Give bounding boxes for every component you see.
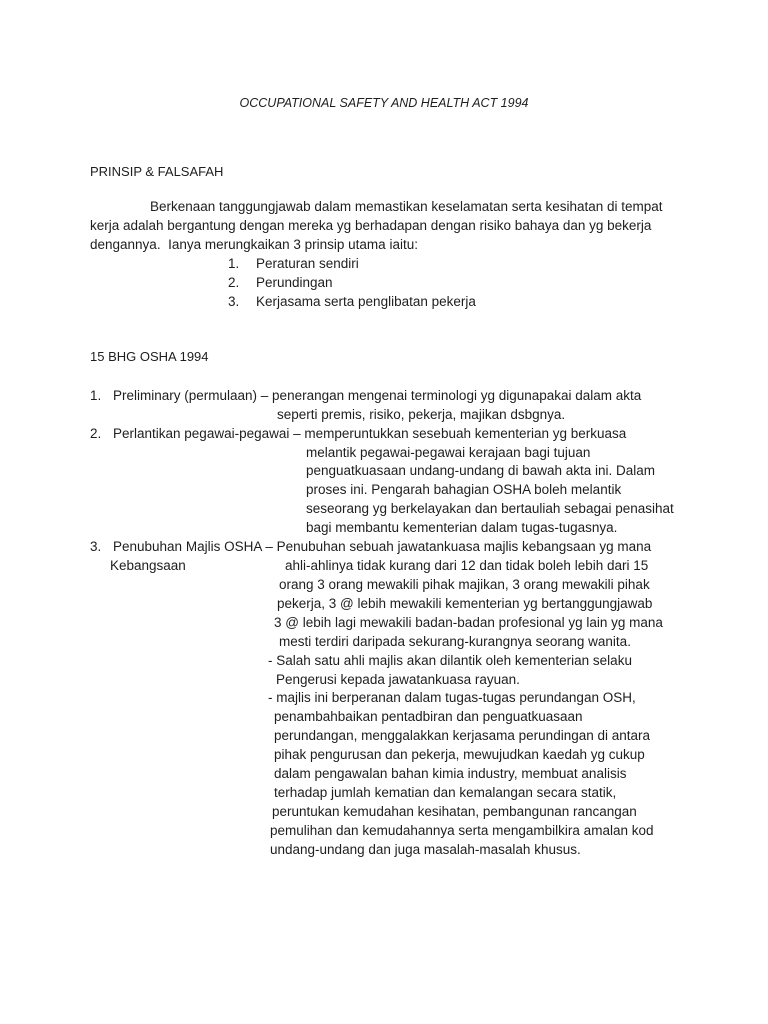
item-line: pihak pengurusan dan pekerja, mewujudkan kaedah yg cukup bbox=[274, 747, 645, 762]
item-line: peruntukan kemudahan kesihatan, pembangunan rancangan bbox=[272, 804, 637, 819]
item-line: terhadap jumlah kematian dan kemalangan secara statik, bbox=[274, 785, 617, 800]
principle-text: Peraturan sendiri bbox=[256, 256, 359, 271]
item-line: - Salah satu ahli majlis akan dilantik oleh kementerian selaku bbox=[268, 653, 632, 668]
item-line: Preliminary (permulaan) – penerangan mengenai terminologi yg digunapakai dalam akta bbox=[113, 388, 642, 403]
item-label-continuation: Kebangsaan bbox=[110, 558, 186, 573]
item-line: penguatkuasaan undang-undang di bawah akta ini. Dalam bbox=[306, 463, 656, 478]
section-heading-prinsip: PRINSIP & FALSAFAH bbox=[90, 164, 224, 179]
item-line: pemulihan dan kemudahannya serta mengambilkira amalan kod bbox=[270, 823, 654, 838]
item-line: ahli-ahlinya tidak kurang dari 12 dan tidak boleh lebih dari 15 bbox=[285, 558, 649, 573]
item-line: Penubuhan Majlis OSHA – Penubuhan sebuah jawatankuasa majlis kebangsaan yg mana bbox=[113, 539, 652, 554]
item-line: Perlantikan pegawai-pegawai – memperuntukkan sesebuah kementerian yg berkuasa bbox=[113, 426, 627, 441]
principle-number: 3. bbox=[228, 294, 240, 309]
item-line: Pengerusi kepada jawatankuasa rayuan. bbox=[276, 672, 520, 687]
item-number: 2. bbox=[90, 426, 102, 441]
item-line: - majlis ini berperanan dalam tugas-tugas perundangan OSH, bbox=[268, 690, 636, 705]
item-line: orang 3 orang mewakili pihak majikan, 3 orang mewakili pihak bbox=[279, 577, 650, 592]
document-title: OCCUPATIONAL SAFETY AND HEALTH ACT 1994 bbox=[239, 96, 529, 110]
principle-number: 1. bbox=[228, 256, 240, 271]
paragraph-line: kerja adalah bergantung dengan mereka yg berhadapan dengan risiko bahaya dan yg bekerja bbox=[90, 218, 652, 233]
item-line: seseorang yg berkelayakan dan bertauliah sebagai penasihat bbox=[306, 501, 674, 516]
item-line: undang-undang dan juga masalah-masalah khusus. bbox=[270, 842, 581, 857]
item-line: pekerja, 3 @ lebih mewakili kementerian yg bertanggungjawab bbox=[277, 596, 653, 611]
item-line: penambahbaikan pentadbiran dan penguatkuasaan bbox=[274, 709, 583, 724]
item-line: bagi membantu kementerian dalam tugas-tugasnya. bbox=[306, 520, 618, 535]
item-line: 3 @ lebih lagi mewakili badan-badan profesional yg lain yg mana bbox=[274, 615, 663, 630]
principle-text: Perundingan bbox=[256, 275, 333, 290]
item-line: perundangan, menggalakkan kerjasama perundingan di antara bbox=[274, 728, 651, 743]
item-number: 3. bbox=[90, 539, 102, 554]
item-line: seperti premis, risiko, pekerja, majikan dsbgnya. bbox=[277, 407, 566, 422]
item-line: proses ini. Pengarah bahagian OSHA boleh melantik bbox=[306, 482, 622, 497]
paragraph-line: Berkenaan tanggungjawab dalam memastikan keselamatan serta kesihatan di tempat bbox=[150, 199, 663, 214]
item-line: dalam pengawalan bahan kimia industry, membuat analisis bbox=[274, 766, 627, 781]
section-heading-bahagian: 15 BHG OSHA 1994 bbox=[90, 349, 209, 364]
item-line: melantik pegawai-pegawai kerajaan bagi tujuan bbox=[306, 445, 591, 460]
principle-number: 2. bbox=[228, 275, 240, 290]
principle-text: Kerjasama serta penglibatan pekerja bbox=[256, 294, 476, 309]
item-line: mesti terdiri daripada sekurang-kurangnya seorang wanita. bbox=[279, 634, 631, 649]
paragraph-line: dengannya. Ianya merungkaikan 3 prinsip utama iaitu: bbox=[90, 237, 418, 252]
item-number: 1. bbox=[90, 388, 102, 403]
